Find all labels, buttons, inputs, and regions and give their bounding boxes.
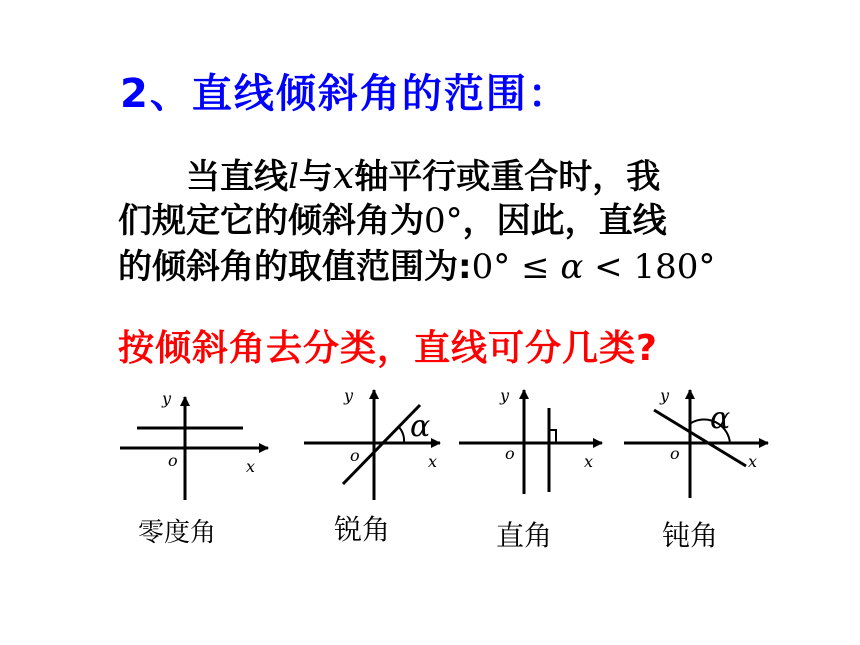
- diagram-right-angle: [459, 390, 602, 494]
- alpha-label: α: [710, 401, 731, 436]
- origin-label: o: [505, 444, 515, 463]
- text-segment: 当直线: [186, 157, 288, 197]
- slide-title: 2、直线倾斜角的范围：: [120, 71, 570, 117]
- origin-label: o: [670, 444, 680, 463]
- origin-label: o: [350, 446, 360, 465]
- x-axis-label: x: [246, 457, 256, 476]
- axis-symbol-x: x: [332, 153, 355, 197]
- text-segment: 轴平行或重合时，我: [354, 157, 661, 197]
- question-text: 按倾斜角去分类，直线可分几类?: [118, 328, 658, 369]
- diagram-zero-angle: [120, 397, 268, 500]
- sloped-line: [654, 410, 746, 466]
- origin-label: o: [168, 451, 178, 470]
- text-segment: 与: [298, 157, 333, 197]
- y-axis-label: y: [344, 386, 354, 405]
- caption-obtuse-angle: 钝角: [662, 519, 719, 552]
- lt-symbol: <: [594, 247, 623, 287]
- x-axis-label: x: [428, 452, 438, 471]
- diagram-acute-angle: [304, 390, 440, 500]
- zero-degree: 0°: [424, 201, 463, 241]
- caption-acute-angle: 锐角: [334, 513, 391, 546]
- y-axis-label: y: [500, 386, 510, 405]
- text-segment: ，因此，直线: [462, 201, 667, 241]
- x-axis-label: x: [748, 452, 758, 471]
- line-symbol-l: l: [288, 157, 299, 197]
- caption-right-angle: 直角: [496, 519, 553, 552]
- range-lower: 0°: [471, 247, 511, 287]
- y-axis-label: y: [660, 386, 670, 405]
- diagram-obtuse-angle: [624, 390, 768, 498]
- text-segment: 们规定它的倾斜角为: [118, 201, 424, 241]
- y-axis-label: y: [162, 389, 172, 408]
- range-upper: 180°: [633, 247, 716, 287]
- le-symbol: ≤: [521, 247, 550, 287]
- alpha-label: α: [410, 409, 431, 444]
- caption-zero-angle: 零度角: [138, 518, 217, 548]
- text-segment: 的倾斜角的取值范围为:: [118, 247, 472, 287]
- x-axis-label: x: [584, 452, 594, 471]
- angle-arc: [398, 426, 404, 443]
- alpha-symbol: α: [560, 247, 584, 287]
